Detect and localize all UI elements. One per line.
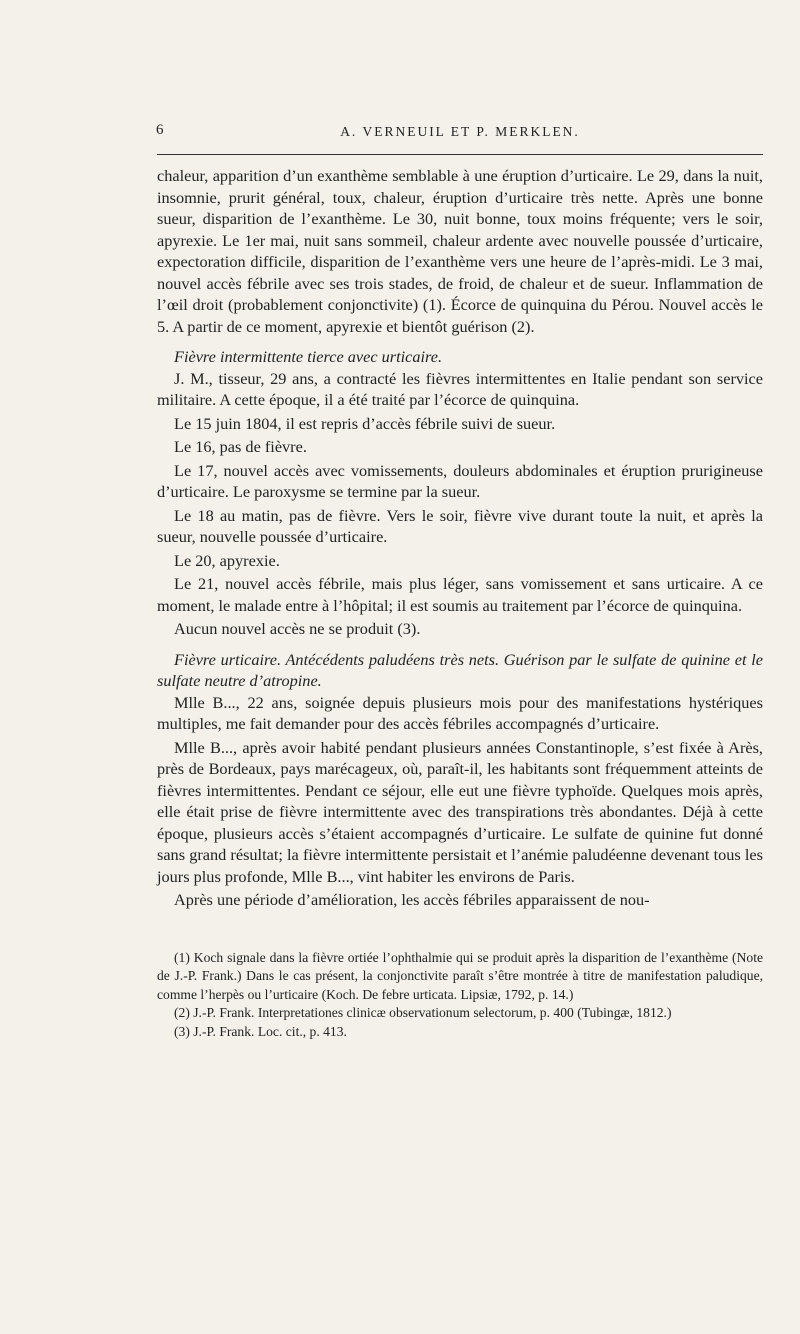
paragraph: Le 16, pas de fièvre.	[174, 437, 307, 456]
paragraph: Le 15 juin 1804, il est repris d’accès fébrile suivi de sueur.	[174, 413, 556, 433]
document-page	[157, 118, 763, 1041]
paragraph: Aucun nouvel accès ne se produit (3).	[174, 619, 421, 638]
footnote-3: (3) J.-P. Frank. Loc. cit., p. 413.	[174, 1023, 347, 1039]
paragraph: Le 21, nouvel accès fébrile, mais plus léger, sans vomissement et sans urticaire. A ce moment, le malade entre à l’hôpital; il est soumis au traitement par l’écorce de quinquina.	[157, 574, 763, 615]
page-header	[157, 118, 763, 148]
paragraph: Le 20, apyrexie.	[174, 550, 280, 570]
paragraph: Le 18 au matin, pas de fièvre. Vers le soir, fièvre vive durant toute la nuit, et après la sueur, nouvelle poussée d’urticaire.	[157, 505, 763, 546]
paragraph: Mlle B..., 22 ans, soignée depuis plusieurs mois pour des manifestations hystériques multiples, me fait demander pour des accès fébriles accompagnés d’urticaire.	[157, 692, 763, 733]
paragraph: J. M., tisseur, 29 ans, a contracté les fièvres intermittentes en Italie pendant son service militaire. A cette époque, il a été traité par l’écorce de quinquina.	[157, 368, 763, 409]
running-head: A. VERNEUIL ET P. MERKLEN.	[340, 124, 580, 139]
footnote-2: (2) J.-P. Frank. Interpretationes clinicæ observationum selectorum, p. 400 (Tubingæ, 1812.)	[174, 1005, 672, 1021]
paragraph: Après une période d’amélioration, les accès fébriles apparaissent de nou-	[174, 890, 650, 909]
body-text	[157, 165, 763, 911]
footnote-1: (1) Koch signale dans la fièvre ortiée l’ophthalmie qui se produit après la disparition de l’exanthème (Note de J.-P. Frank.) Dans le cas présent, la conjonctivite paraît s’être montrée à titre de manifestation paludique, comme l’herpès ou l’urticaire (Koch. De febre urticata. Lipsiæ, 1792, p. 14.)	[157, 949, 763, 1002]
paragraph: chaleur, apparition d’un exanthème semblable à une éruption d’urticaire. Le 29, dans la nuit, insomnie, prurit général, toux, chaleur, éruption d’urticaire très nette. Après une bonne sueur, disparition de l’exanthème. Le 30, nuit bonne, toux moins fréquente; vers le soir, apyrexie. Le 1er mai, nuit sans sommeil, chaleur ardente avec nouvelle poussée d’urticaire, expectoration difficile, disparition de l’exanthème vers une heure de l’après-midi. Le 3 mai, nouvel accès fébrile avec ses trois stades, de froid, de chaleur et de sueur. Inflammation de l’œil droit (probablement conjonctivite) (1). Écorce de quinquina du Pérou. Nouvel accès le 5. A partir de ce moment, apyrexie et bientôt guérison (2).	[157, 166, 763, 336]
paragraph: Mlle B..., après avoir habité pendant plusieurs années Constantinople, s’est fixée à Arès, près de Bordeaux, pays marécageux, où, paraît-il, les habitants sont fréquemment atteints de fièvres intermittentes. Pendant ce séjour, elle eut une fièvre typhoïde. Quelques mois après, elle était prise de fièvre intermittente avec des transpirations très abondantes. Déjà à cette époque, plusieurs accès s’étaient accompagnés d’urticaire. Le sulfate de quinine fut donné sans grand résultat; la fièvre intermittente persistait et l’anémie paludéenne devenant tous les jours plus profonde, Mlle B..., vint habiter les environs de Paris.	[157, 737, 763, 886]
paragraph: Le 17, nouvel accès avec vomissements, douleurs abdominales et éruption prurigineuse d’urticaire. Le paroxysme se termine par la sueur.	[157, 460, 763, 501]
footnotes	[157, 949, 763, 1042]
page-number: 6	[156, 122, 164, 138]
header-rule	[157, 154, 763, 155]
section-heading: Fièvre urticaire. Antécédents paludéens très nets. Guérison par le sulfate de quinine et le sulfate neutre d’atropine.	[157, 649, 763, 690]
section-heading: Fièvre intermittente tierce avec urticaire.	[174, 347, 443, 366]
